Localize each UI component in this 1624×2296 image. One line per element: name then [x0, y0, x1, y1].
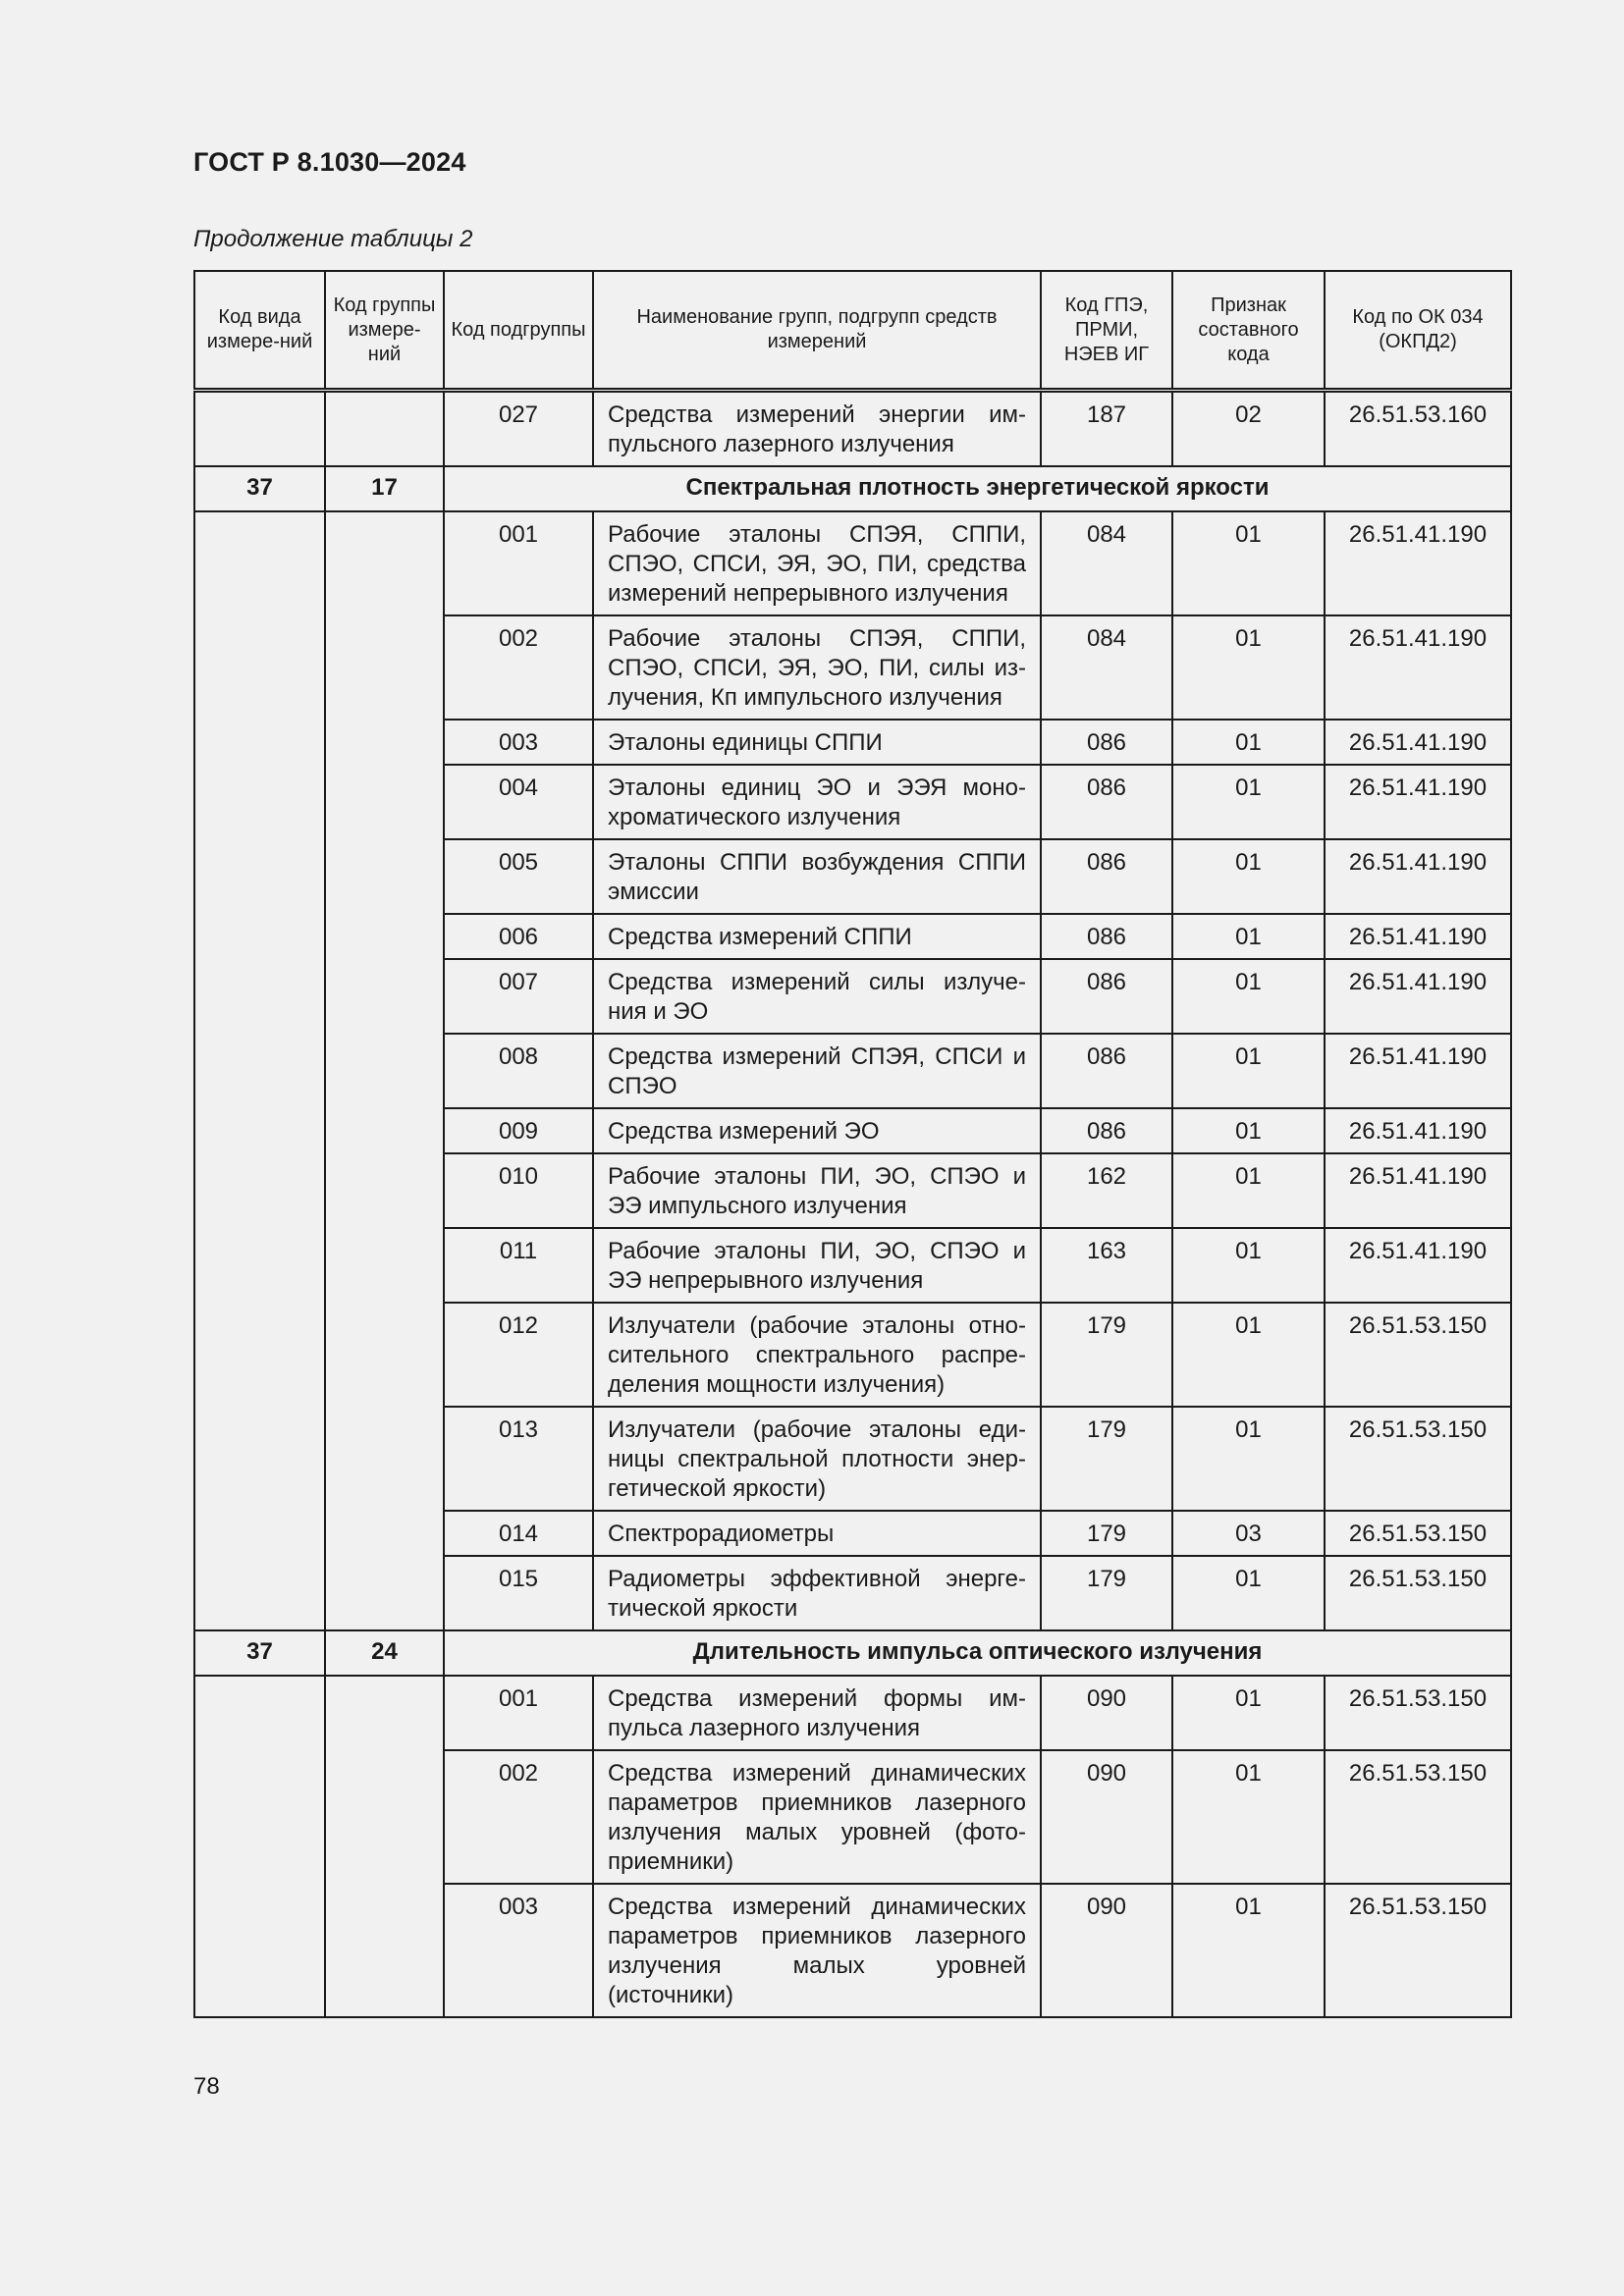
okpd-code: 26.51.41.190 [1325, 959, 1511, 1034]
okpd-code: 26.51.41.190 [1325, 1108, 1511, 1153]
subgroup-code: 011 [444, 1228, 593, 1303]
group-cell-empty [325, 1676, 444, 2017]
gpe-code: 086 [1041, 720, 1172, 765]
okpd-code: 26.51.53.150 [1325, 1303, 1511, 1407]
subgroup-name: Рабочие эталоны СПЭЯ, СППИ, СПЭО, СПСИ, ЭЯ, ЭО, ПИ, средства измерений непрерывного излучения [593, 511, 1041, 615]
section-group-code: 17 [325, 466, 444, 511]
gpe-code: 086 [1041, 765, 1172, 839]
subgroup-code: 007 [444, 959, 593, 1034]
composite-sign: 01 [1172, 1303, 1325, 1407]
composite-sign: 01 [1172, 839, 1325, 914]
group-cell-empty [325, 391, 444, 467]
okpd-code: 26.51.41.190 [1325, 1228, 1511, 1303]
gpe-code: 090 [1041, 1884, 1172, 2017]
header-name: Наименование групп, подгрупп средств измерений [593, 271, 1041, 391]
composite-sign: 01 [1172, 1884, 1325, 2017]
header-measurement-group-code: Код группы измере-ний [325, 271, 444, 391]
classification-table [193, 270, 1512, 2018]
composite-sign: 01 [1172, 1228, 1325, 1303]
gpe-code: 086 [1041, 1034, 1172, 1108]
okpd-code: 26.51.53.150 [1325, 1407, 1511, 1511]
subgroup-name: Эталоны единицы СППИ [593, 720, 1041, 765]
header-okpd-code: Код по ОК 034 (ОКПД2) [1325, 271, 1511, 391]
okpd-code: 26.51.53.150 [1325, 1750, 1511, 1884]
section-group-code: 24 [325, 1630, 444, 1676]
group-cell-empty [325, 511, 444, 1630]
gpe-code: 090 [1041, 1676, 1172, 1750]
section-row-24 [194, 1630, 1511, 1676]
subgroup-code: 027 [444, 391, 593, 467]
gpe-code: 086 [1041, 959, 1172, 1034]
subgroup-name: Средства измерений энергии им-пульсного лазерного излучения [593, 391, 1041, 467]
subgroup-name: Эталоны единиц ЭО и ЭЭЯ моно-хроматического излучения [593, 765, 1041, 839]
section-title: Спектральная плотность энергетической яркости [444, 466, 1511, 511]
composite-sign: 01 [1172, 720, 1325, 765]
header-composite-sign: Признак составного кода [1172, 271, 1325, 391]
gpe-code: 084 [1041, 615, 1172, 720]
subgroup-code: 006 [444, 914, 593, 959]
gpe-code: 163 [1041, 1228, 1172, 1303]
okpd-code: 26.51.53.150 [1325, 1676, 1511, 1750]
okpd-code: 26.51.41.190 [1325, 1153, 1511, 1228]
subgroup-code: 014 [444, 1511, 593, 1556]
table-row [194, 1676, 1511, 1750]
subgroup-code: 013 [444, 1407, 593, 1511]
okpd-code: 26.51.41.190 [1325, 720, 1511, 765]
subgroup-name: Излучатели (рабочие эталоны отно-сительного спектрального распре-деления мощности излучения) [593, 1303, 1041, 1407]
composite-sign: 02 [1172, 391, 1325, 467]
subgroup-name: Средства измерений силы излуче-ния и ЭО [593, 959, 1041, 1034]
gpe-code: 179 [1041, 1303, 1172, 1407]
okpd-code: 26.51.53.160 [1325, 391, 1511, 467]
subgroup-code: 015 [444, 1556, 593, 1630]
composite-sign: 01 [1172, 1153, 1325, 1228]
kind-cell-empty [194, 391, 325, 467]
subgroup-name: Излучатели (рабочие эталоны еди-ницы спектральной плотности энер-гетической яркости) [593, 1407, 1041, 1511]
composite-sign: 01 [1172, 1034, 1325, 1108]
table-header-row [194, 271, 1511, 391]
kind-cell-empty [194, 1676, 325, 2017]
header-measurement-kind-code: Код вида измере-ний [194, 271, 325, 391]
composite-sign: 01 [1172, 615, 1325, 720]
composite-sign: 01 [1172, 511, 1325, 615]
subgroup-name: Эталоны СППИ возбуждения СППИ эмиссии [593, 839, 1041, 914]
okpd-code: 26.51.53.150 [1325, 1556, 1511, 1630]
composite-sign: 03 [1172, 1511, 1325, 1556]
okpd-code: 26.51.41.190 [1325, 1034, 1511, 1108]
subgroup-name: Средства измерений ЭО [593, 1108, 1041, 1153]
table-caption: Продолжение таблицы 2 [193, 226, 473, 252]
okpd-code: 26.51.41.190 [1325, 914, 1511, 959]
table-row [194, 511, 1511, 615]
composite-sign: 01 [1172, 959, 1325, 1034]
gpe-code: 086 [1041, 914, 1172, 959]
subgroup-name: Рабочие эталоны ПИ, ЭО, СПЭО и ЭЭ непрерывного излучения [593, 1228, 1041, 1303]
section-kind-code: 37 [194, 1630, 325, 1676]
section-kind-code: 37 [194, 466, 325, 511]
composite-sign: 01 [1172, 914, 1325, 959]
gpe-code: 179 [1041, 1511, 1172, 1556]
gpe-code: 179 [1041, 1556, 1172, 1630]
subgroup-name: Средства измерений динамических параметров приемников лазерного излучения малых уровней (источники) [593, 1884, 1041, 2017]
section-row-17 [194, 466, 1511, 511]
composite-sign: 01 [1172, 1750, 1325, 1884]
table-row [194, 391, 1511, 467]
subgroup-code: 012 [444, 1303, 593, 1407]
okpd-code: 26.51.41.190 [1325, 615, 1511, 720]
subgroup-code: 005 [444, 839, 593, 914]
header-gpe-code: Код ГПЭ, ПРМИ, НЭЕВ ИГ [1041, 271, 1172, 391]
subgroup-name: Средства измерений динамических параметров приемников лазерного излучения малых уровней (фото-приемники) [593, 1750, 1041, 1884]
subgroup-code: 002 [444, 615, 593, 720]
composite-sign: 01 [1172, 1556, 1325, 1630]
gpe-code: 086 [1041, 1108, 1172, 1153]
subgroup-name: Средства измерений СППИ [593, 914, 1041, 959]
subgroup-code: 010 [444, 1153, 593, 1228]
kind-cell-empty [194, 511, 325, 1630]
composite-sign: 01 [1172, 1676, 1325, 1750]
subgroup-code: 008 [444, 1034, 593, 1108]
subgroup-code: 003 [444, 1884, 593, 2017]
subgroup-code: 003 [444, 720, 593, 765]
subgroup-name: Средства измерений формы им-пульса лазерного излучения [593, 1676, 1041, 1750]
composite-sign: 01 [1172, 765, 1325, 839]
gpe-code: 084 [1041, 511, 1172, 615]
document-title: ГОСТ Р 8.1030—2024 [193, 147, 466, 177]
gpe-code: 086 [1041, 839, 1172, 914]
gpe-code: 090 [1041, 1750, 1172, 1884]
okpd-code: 26.51.53.150 [1325, 1511, 1511, 1556]
subgroup-code: 004 [444, 765, 593, 839]
okpd-code: 26.51.53.150 [1325, 1884, 1511, 2017]
subgroup-name: Рабочие эталоны СПЭЯ, СППИ, СПЭО, СПСИ, ЭЯ, ЭО, ПИ, силы из-лучения, Кп импульсного излучения [593, 615, 1041, 720]
subgroup-name: Спектрорадиометры [593, 1511, 1041, 1556]
subgroup-name: Рабочие эталоны ПИ, ЭО, СПЭО и ЭЭ импульсного излучения [593, 1153, 1041, 1228]
gpe-code: 162 [1041, 1153, 1172, 1228]
subgroup-name: Средства измерений СПЭЯ, СПСИ и СПЭО [593, 1034, 1041, 1108]
subgroup-code: 009 [444, 1108, 593, 1153]
composite-sign: 01 [1172, 1108, 1325, 1153]
gpe-code: 187 [1041, 391, 1172, 467]
subgroup-code: 002 [444, 1750, 593, 1884]
okpd-code: 26.51.41.190 [1325, 839, 1511, 914]
subgroup-name: Радиометры эффективной энерге-тической яркости [593, 1556, 1041, 1630]
subgroup-code: 001 [444, 1676, 593, 1750]
section-title: Длительность импульса оптического излучения [444, 1630, 1511, 1676]
composite-sign: 01 [1172, 1407, 1325, 1511]
header-subgroup-code: Код подгруппы [444, 271, 593, 391]
gpe-code: 179 [1041, 1407, 1172, 1511]
okpd-code: 26.51.41.190 [1325, 511, 1511, 615]
subgroup-code: 001 [444, 511, 593, 615]
page-number: 78 [193, 2073, 220, 2100]
okpd-code: 26.51.41.190 [1325, 765, 1511, 839]
